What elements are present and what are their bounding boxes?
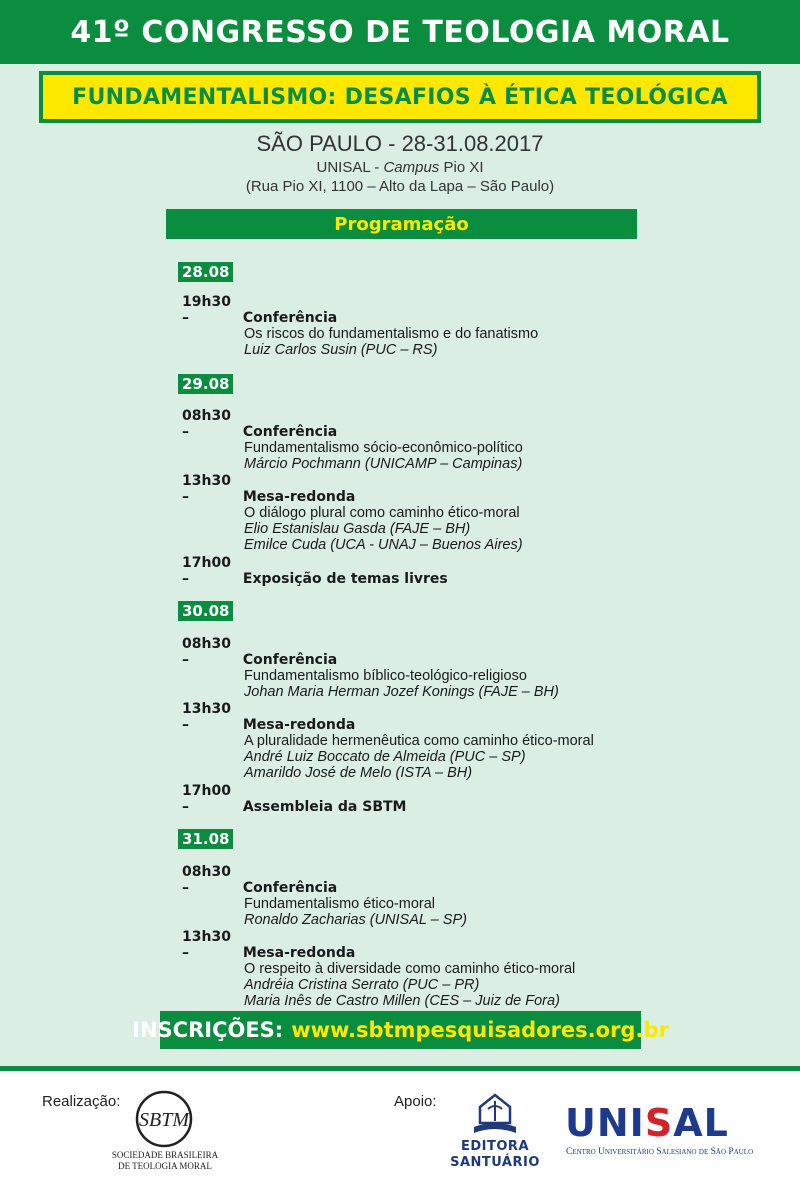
program-slot: 08h30 – Conferência Fundamentalismo ético-moral Ronaldo Zacharias (UNISAL – SP) [182,864,467,928]
unisal-logo: UNISAL [565,1101,729,1145]
day-badge: 31.08 [178,829,233,849]
registration-label: INSCRIÇÕES: [132,1018,284,1042]
theme-title: FUNDAMENTALISMO: DESAFIOS À ÉTICA TEOLÓGICA [72,84,728,110]
program-slot: 13h30 – Mesa-redonda A pluralidade hermenêutica como caminho ético-moral André Luiz Boccato de Almeida (PUC – SP) Amarildo José de Melo (ISTA – BH) [182,701,594,781]
program-slot: 13h30 – Mesa-redonda O diálogo plural como caminho ético-moral Elio Estanislau Gasda (FAJE – BH) Emilce Cuda (UCA - UNAJ – Buenos Aires) [182,473,523,553]
day-badge: 30.08 [178,601,233,621]
realizacao-label: Realização: [42,1093,121,1110]
day-badge: 28.08 [178,262,233,282]
footer [0,1071,800,1200]
location-block [0,130,800,196]
unisal-subtitle: Centro Universitário Salesiano de São Paulo [566,1147,754,1157]
program-slot: 13h30 – Mesa-redonda O respeito à diversidade como caminho ético-moral Andréia Cristina Serrato (PUC – PR) Maria Inês de Castro Millen (CES – Juiz de Fora) [182,929,576,1009]
registration-banner [132,1011,669,1049]
congress-title-bar [0,0,800,64]
program-slot: 19h30 – Conferência Os riscos do fundamentalismo e do fanatismo Luiz Carlos Susin (PUC – RS) [182,294,539,358]
sbtm-name: SOCIEDADE BRASILEIRA DE TEOLOGIA MORAL [111,1150,219,1171]
sbtm-logo [134,1089,194,1149]
svg-text:SBTM: SBTM [139,1109,189,1131]
program-title: Programação [334,213,469,235]
program-heading [166,209,637,239]
registration-link[interactable]: www.sbtmpesquisadores.org.br [291,1018,669,1042]
program-slot: 17h00 – Exposição de temas livres [182,555,448,587]
venue: UNISAL - Campus Pio XI [316,159,484,176]
address: (Rua Pio XI, 1100 – Alto da Lapa – São Paulo) [245,178,555,195]
program-slot: 08h30 – Conferência Fundamentalismo bíblico-teológico-religioso Johan Maria Herman Jozef Konings (FAJE – BH) [182,636,559,700]
theme-banner [43,75,757,119]
city-date: SÃO PAULO - 28-31.08.2017 [256,131,544,156]
editora-santuario-name: EDITORA SANTUÁRIO [450,1139,540,1170]
program-slot: 17h00 – Assembleia da SBTM [182,783,407,815]
editora-santuario-logo [470,1093,520,1137]
day-badge: 29.08 [178,374,233,394]
congress-title: 41º CONGRESSO DE TEOLOGIA MORAL [70,14,730,50]
program-slot: 08h30 – Conferência Fundamentalismo sócio-econômico-político Márcio Pochmann (UNICAMP – Campinas) [182,408,523,472]
apoio-label: Apoio: [394,1093,437,1110]
